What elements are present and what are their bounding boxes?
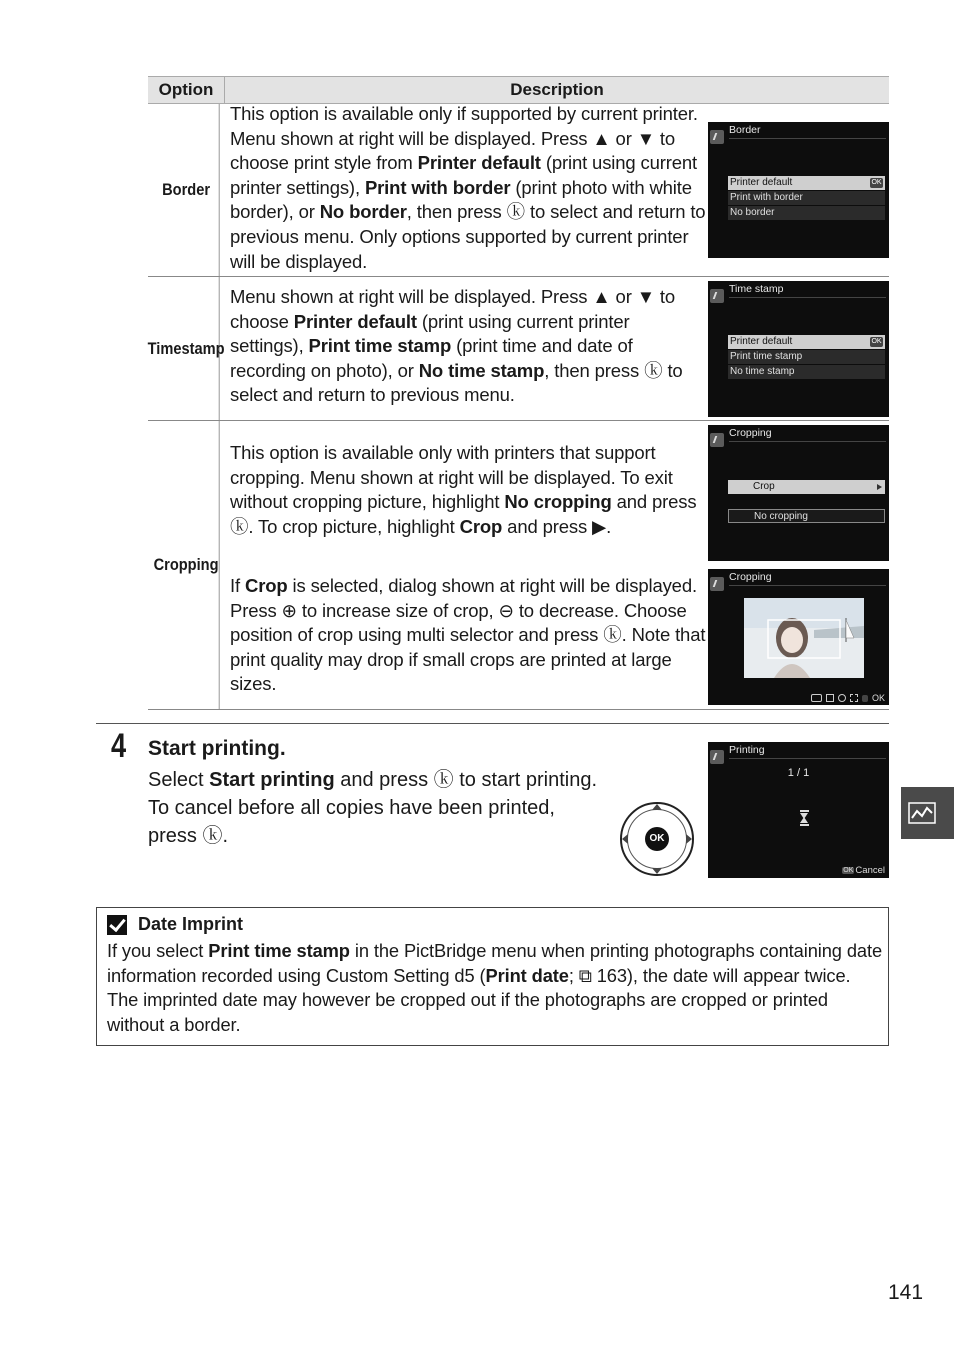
pictbridge-icon — [710, 577, 724, 591]
printing-screen — [708, 742, 889, 878]
row-description-crop-menu: This option is available only with printers that support cropping. Menu shown at right will be displayed. To exit without cropping picture, highlight No cropping and press ⓚ. To crop picture, highlight Crop and press ▶. — [230, 442, 697, 537]
menu-item: No border — [728, 206, 885, 220]
crop-dialog-screen — [708, 569, 889, 705]
table-header — [148, 76, 889, 104]
row-description: Menu shown at right will be displayed. Press ▲ or ▼ to choose Printer default (print using current printer settings), Print time stamp (print time and date of recording on photo), or No time stamp, then press ⓚ to select and return to previous menu. — [230, 286, 683, 406]
zoom-out-icon — [811, 694, 822, 702]
screen-title: Cropping — [729, 427, 772, 439]
row-description-crop-dialog: If Crop is selected, dialog shown at right will be displayed. Press ⊕ to increase size of crop, ⊖ to decrease. Choose position of crop using multi selector and press ⓚ. Note that print quality may drop if small crops are printed at large sizes. — [230, 575, 706, 695]
menu-item: Print time stamp — [728, 350, 885, 364]
crop-preview-image — [744, 598, 864, 678]
screen-title: Printing — [729, 744, 765, 756]
section-divider — [96, 723, 889, 724]
note-title: Date Imprint — [107, 914, 243, 935]
ok-button-icon: OK — [645, 827, 669, 851]
arrow-down-icon — [652, 868, 662, 874]
time-stamp-menu-screen — [708, 281, 889, 417]
menu-item-no-cropping: No cropping — [728, 509, 885, 523]
arrow-up-icon — [652, 804, 662, 810]
checkmark-icon — [107, 915, 127, 935]
ok-badge: OK — [871, 179, 882, 186]
page-number: 141 — [888, 1281, 924, 1304]
ok-badge: OK — [871, 338, 882, 345]
option-table — [147, 76, 889, 703]
pictbridge-icon — [710, 750, 724, 764]
screen-title: Cropping — [729, 571, 772, 583]
pictbridge-icon — [710, 289, 724, 303]
chapter-tab — [901, 787, 954, 839]
header-description: Description — [510, 80, 604, 99]
date-imprint-note — [96, 907, 889, 1046]
print-count: 1 / 1 — [787, 767, 810, 779]
cancel-hint: OK Cancel — [843, 865, 885, 876]
border-menu-screen — [708, 122, 889, 258]
row-description: This option is available only if supported by current printer. Menu shown at right will be displayed. Press ▲ or ▼ to choose print style from Printer default (print using current printer settings), Print with border (print photo with white border), or No border, then press ⓚ to select and return to previous menu. Only options supported by current printer will be displayed. — [230, 103, 706, 272]
menu-item: Printer default OK — [728, 335, 885, 349]
step-title: Start printing. — [148, 737, 286, 760]
row-label: Time stamp — [153, 277, 219, 420]
step-number: 4 — [111, 727, 127, 765]
arrow-left-icon — [622, 834, 628, 844]
cropping-menu-screen — [708, 425, 889, 561]
table-row-cropping — [148, 421, 889, 710]
row-label: Border — [153, 104, 219, 276]
zoom-in-icon — [838, 694, 846, 702]
crop-controls-footer: OK — [811, 693, 885, 703]
screen-title: Border — [729, 124, 761, 136]
note-body: If you select Print time stamp in the PictBridge menu when printing photographs containing date information recorded using Custom Setting d5 (Print date; ⧉ 163), the date will appear twice. The imprinted date may however be cropped out if the photographs are cropped or printed without a border. — [107, 940, 883, 1035]
menu-item: No time stamp — [728, 365, 885, 379]
ok-badge — [862, 695, 868, 702]
step-body: Select Start printing and press ⓚ to start printing. To cancel before all copies have been printed, press ⓚ. — [148, 769, 598, 847]
pictbridge-icon — [710, 130, 724, 144]
crop-icon — [850, 694, 858, 702]
hourglass-icon — [800, 810, 809, 826]
menu-item: Print with border — [728, 191, 885, 205]
arrow-right-icon — [686, 834, 692, 844]
multi-selector-icon — [826, 694, 834, 702]
chevron-right-icon — [877, 484, 882, 490]
table-row-time-stamp — [148, 277, 889, 421]
table-row-border — [148, 104, 889, 277]
menu-item: Printer default OK — [728, 176, 885, 190]
pictbridge-connection-icon — [908, 802, 936, 824]
screen-title: Time stamp — [729, 283, 784, 295]
menu-item-crop: Crop — [728, 480, 885, 494]
header-option: Option — [148, 77, 225, 103]
pictbridge-icon — [710, 433, 724, 447]
ok-badge: OK — [843, 867, 854, 874]
multi-selector-illustration — [620, 802, 694, 876]
row-label: Cropping — [153, 421, 219, 709]
